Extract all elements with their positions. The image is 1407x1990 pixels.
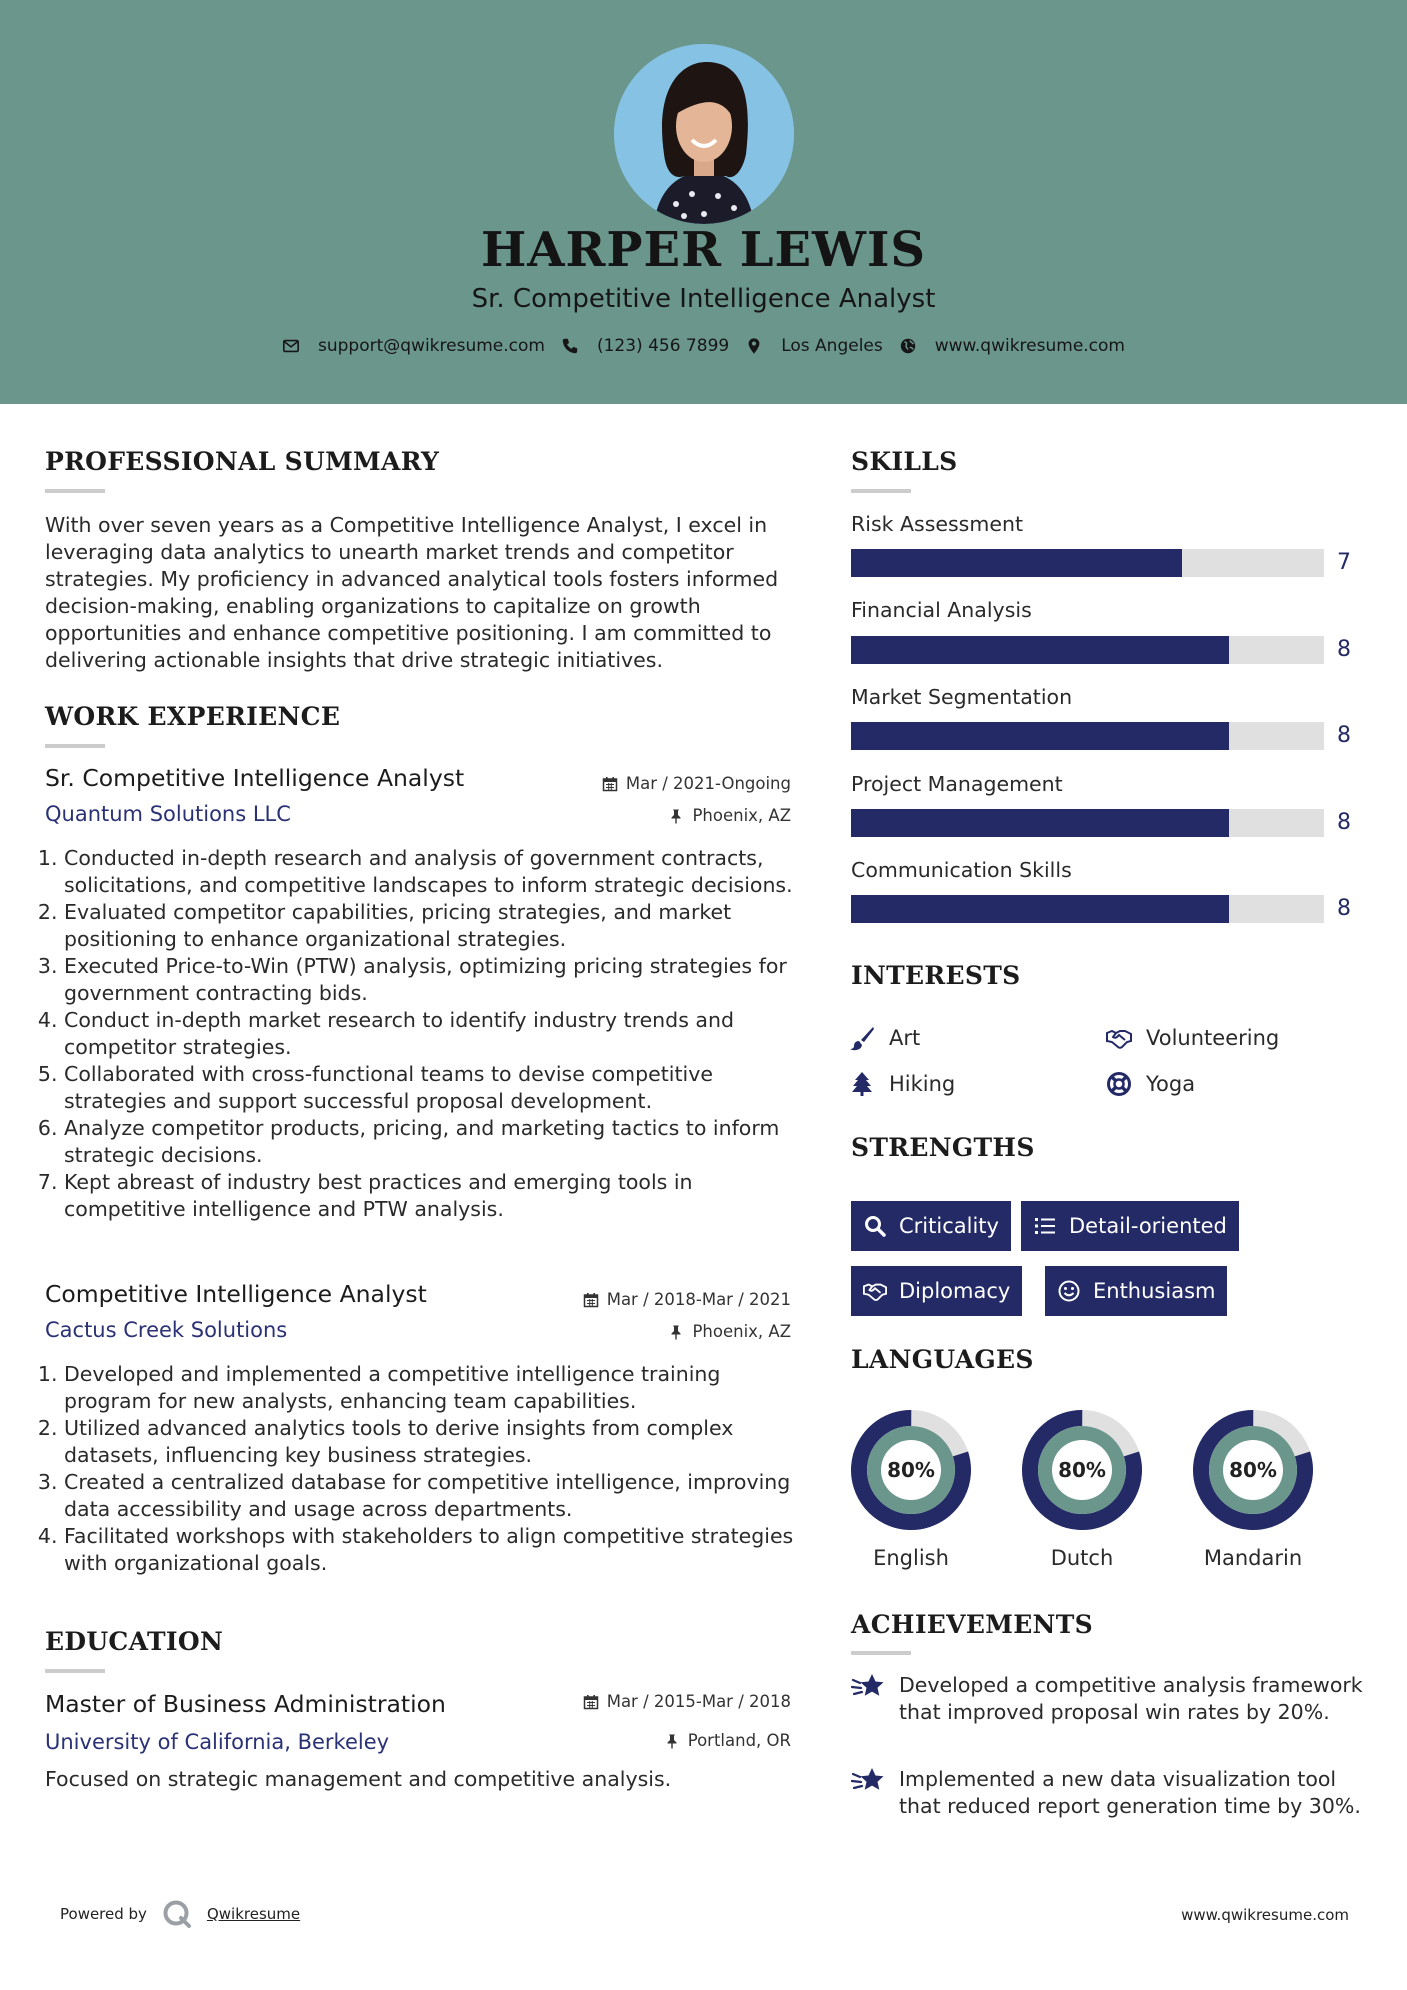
school-name: University of California, Berkeley [45, 1730, 390, 1754]
skill-name: Market Segmentation [851, 685, 1073, 709]
candidate-name: HARPER LEWIS [480, 222, 927, 278]
list-item: 5. Collaborated with cross-functional teams to devise competitive strategies and support successful proposal development. [64, 1061, 795, 1115]
list-item: 7. Kept abreast of industry best practices and emerging tools in competitive intelligence and PTW analysis. [64, 1169, 795, 1223]
achievements-heading: ACHIEVEMENTS [851, 1610, 1093, 1639]
interest-item-volunteering [1106, 1025, 1279, 1051]
language-name: Mandarin [1203, 1546, 1303, 1570]
list-item: 2. Utilized advanced analytics tools to derive insights from complex datasets, influencing key business strategies. [64, 1415, 795, 1469]
profile-photo [614, 44, 794, 224]
candidate-title: Sr. Competitive Intelligence Analyst [471, 284, 936, 314]
strength-label: Diplomacy [899, 1279, 1011, 1303]
qwikresume-logo-icon [161, 1898, 193, 1930]
list-item: 4. Facilitated workshops with stakeholders to align competitive strategies with organizational goals. [64, 1523, 795, 1577]
list-item: 1. Developed and implemented a competitive intelligence training program for new analysts, enhancing team capabilities. [64, 1361, 795, 1415]
language-dutch [1020, 1408, 1144, 1570]
job-bullets [38, 1361, 795, 1577]
contact-location [745, 336, 883, 356]
skill-name: Communication Skills [851, 858, 1072, 882]
strength-label: Detail-oriented [1069, 1214, 1227, 1238]
list-item: 3. Executed Price-to-Win (PTW) analysis, optimizing pricing strategies for government contracting bids. [64, 953, 795, 1007]
list-item: 1. Conducted in-depth research and analysis of government contracts, solicitations, and competitive landscapes to inform strategic decisions. [64, 845, 795, 899]
calendar-icon [602, 776, 618, 792]
achievement-text: Developed a competitive analysis framework that improved proposal win rates by 20%. [899, 1673, 1363, 1724]
skills-heading: SKILLS [851, 447, 958, 476]
strength-chip-criticality [851, 1201, 1011, 1251]
skill-value: 7 [1337, 550, 1351, 575]
strength-chip-enthusiasm [1045, 1266, 1227, 1316]
handshake-icon [1106, 1025, 1132, 1051]
calendar-icon [583, 1292, 599, 1308]
skill-bar-fill [851, 809, 1229, 837]
interest-item-hiking [849, 1071, 955, 1097]
skill-bar [851, 895, 1324, 923]
education-location-text: Portland, OR [687, 1731, 791, 1750]
calendar-icon [583, 1694, 599, 1710]
job-company: Quantum Solutions LLC [45, 802, 291, 826]
footer-url-link[interactable]: www.qwikresume.com [1181, 1906, 1349, 1924]
languages-heading: LANGUAGES [851, 1345, 1034, 1374]
skill-bar-fill [851, 549, 1182, 577]
skill-value: 8 [1337, 810, 1351, 835]
globe-icon [899, 337, 917, 355]
skill-bar-fill [851, 722, 1229, 750]
education-heading: EDUCATION [45, 1627, 224, 1656]
contact-phone[interactable] [561, 336, 729, 356]
job-company: Cactus Creek Solutions [45, 1318, 288, 1342]
summary-heading: PROFESSIONAL SUMMARY [45, 447, 440, 476]
language-name: Dutch [1050, 1546, 1114, 1570]
language-percent: 80% [1058, 1458, 1106, 1482]
strength-label: Criticality [899, 1214, 999, 1238]
phone-icon [561, 337, 579, 355]
skill-bar [851, 549, 1324, 577]
language-name: English [873, 1546, 949, 1570]
interest-label: Hiking [889, 1072, 956, 1096]
language-ring [849, 1408, 973, 1532]
list-item: 3. Created a centralized database for competitive intelligence, improving data accessibility and usage across departments. [64, 1469, 795, 1523]
job-bullets [38, 845, 795, 1223]
job-location [668, 1322, 791, 1341]
experience-heading: WORK EXPERIENCE [45, 702, 341, 731]
footer-powered-by [60, 1898, 300, 1930]
achievement-item [851, 1672, 1371, 1726]
strength-chip-diplomacy [851, 1266, 1022, 1316]
summary-text: With over seven years as a Competitive Intelligence Analyst, I excel in leveraging data analytics to unearth market trends and competitor strategies. My proficiency in advanced analytical tools fosters informed decision-making, enabling organizations to capitalize on growth opportunities and enhance competitive positioning. I am committed to delivering actionable insights that drive strategic initiatives. [45, 513, 779, 672]
skill-value: 8 [1337, 896, 1351, 921]
summary-heading-rule [45, 489, 105, 493]
skill-bar-fill [851, 636, 1229, 664]
skill-bar-fill [851, 895, 1229, 923]
education-location [664, 1731, 791, 1750]
contact-website[interactable] [899, 336, 1125, 356]
achievement-item [851, 1766, 1371, 1820]
job-title: Sr. Competitive Intelligence Analyst [45, 764, 465, 792]
list-icon [1033, 1214, 1057, 1238]
degree-title: Master of Business Administration [45, 1690, 446, 1718]
skill-value: 8 [1337, 723, 1351, 748]
job-location [668, 806, 791, 825]
tree-icon [849, 1071, 875, 1097]
strengths-heading: STRENGTHS [851, 1133, 1035, 1162]
job-dates [583, 1290, 791, 1309]
search-icon [863, 1214, 887, 1238]
interest-label: Volunteering [1146, 1026, 1280, 1050]
pushpin-icon [664, 1733, 680, 1749]
job-location-text: Phoenix, AZ [692, 806, 791, 825]
skill-bar [851, 636, 1324, 664]
language-percent: 80% [887, 1458, 935, 1482]
paintbrush-icon [849, 1025, 875, 1051]
shooting-star-icon [851, 1764, 885, 1798]
contact-location-text: Los Angeles [781, 336, 883, 356]
job-location-text: Phoenix, AZ [692, 1322, 791, 1341]
handshake-icon [863, 1279, 887, 1303]
powered-by-text: Powered by [60, 1905, 147, 1923]
job-title: Competitive Intelligence Analyst [45, 1280, 427, 1308]
contact-email[interactable] [282, 336, 545, 356]
language-ring [1020, 1408, 1144, 1532]
achievement-text: Implemented a new data visualization tool that reduced report generation time by 30%. [899, 1767, 1361, 1818]
skill-value: 8 [1337, 637, 1351, 662]
education-heading-rule [45, 1669, 105, 1673]
shooting-star-icon [851, 1670, 885, 1704]
contact-phone-text: (123) 456 7899 [596, 336, 730, 356]
education-dates-text: Mar / 2015-Mar / 2018 [606, 1692, 791, 1711]
interest-label: Art [889, 1026, 921, 1050]
map-pin-icon [745, 337, 763, 355]
profile-photo-illustration [614, 44, 794, 224]
language-percent: 80% [1229, 1458, 1277, 1482]
pushpin-icon [668, 1324, 684, 1340]
interest-label: Yoga [1146, 1072, 1196, 1096]
smile-icon [1057, 1279, 1081, 1303]
skill-name: Project Management [851, 772, 1063, 796]
skill-bar [851, 722, 1324, 750]
skill-bar [851, 809, 1324, 837]
job-dates-text: Mar / 2018-Mar / 2021 [606, 1290, 791, 1309]
language-english [849, 1408, 973, 1570]
list-item: 6. Analyze competitor products, pricing, and marketing tactics to inform strategic decisions. [64, 1115, 795, 1169]
skill-name: Risk Assessment [851, 512, 1023, 536]
footer-brand-link[interactable]: Qwikresume [206, 1905, 301, 1923]
job-dates [602, 774, 791, 793]
skill-name: Financial Analysis [851, 598, 1032, 622]
language-mandarin [1191, 1408, 1315, 1570]
language-ring [1191, 1408, 1315, 1532]
education-description: Focused on strategic management and competitive analysis. [45, 1767, 672, 1791]
contact-bar [0, 336, 1407, 356]
contact-email-text: support@qwikresume.com [318, 336, 545, 356]
experience-heading-rule [45, 744, 105, 748]
envelope-icon [282, 337, 300, 355]
strength-chip-detail-oriented [1021, 1201, 1239, 1251]
job-dates-text: Mar / 2021-Ongoing [625, 774, 791, 793]
contact-website-text: www.qwikresume.com [934, 336, 1125, 356]
achievements-heading-rule [851, 1651, 911, 1655]
strength-label: Enthusiasm [1093, 1279, 1216, 1303]
list-item: 4. Conduct in-depth market research to identify industry trends and competitor strategies. [64, 1007, 795, 1061]
education-dates [583, 1692, 791, 1711]
pushpin-icon [668, 808, 684, 824]
interests-heading: INTERESTS [851, 961, 1021, 990]
list-item: 2. Evaluated competitor capabilities, pricing strategies, and market positioning to enhance organizational strategies. [64, 899, 795, 953]
lifering-icon [1106, 1071, 1132, 1097]
resume-header [0, 0, 1407, 404]
skills-heading-rule [851, 489, 911, 493]
interest-item-art [849, 1025, 920, 1051]
interest-item-yoga [1106, 1071, 1195, 1097]
